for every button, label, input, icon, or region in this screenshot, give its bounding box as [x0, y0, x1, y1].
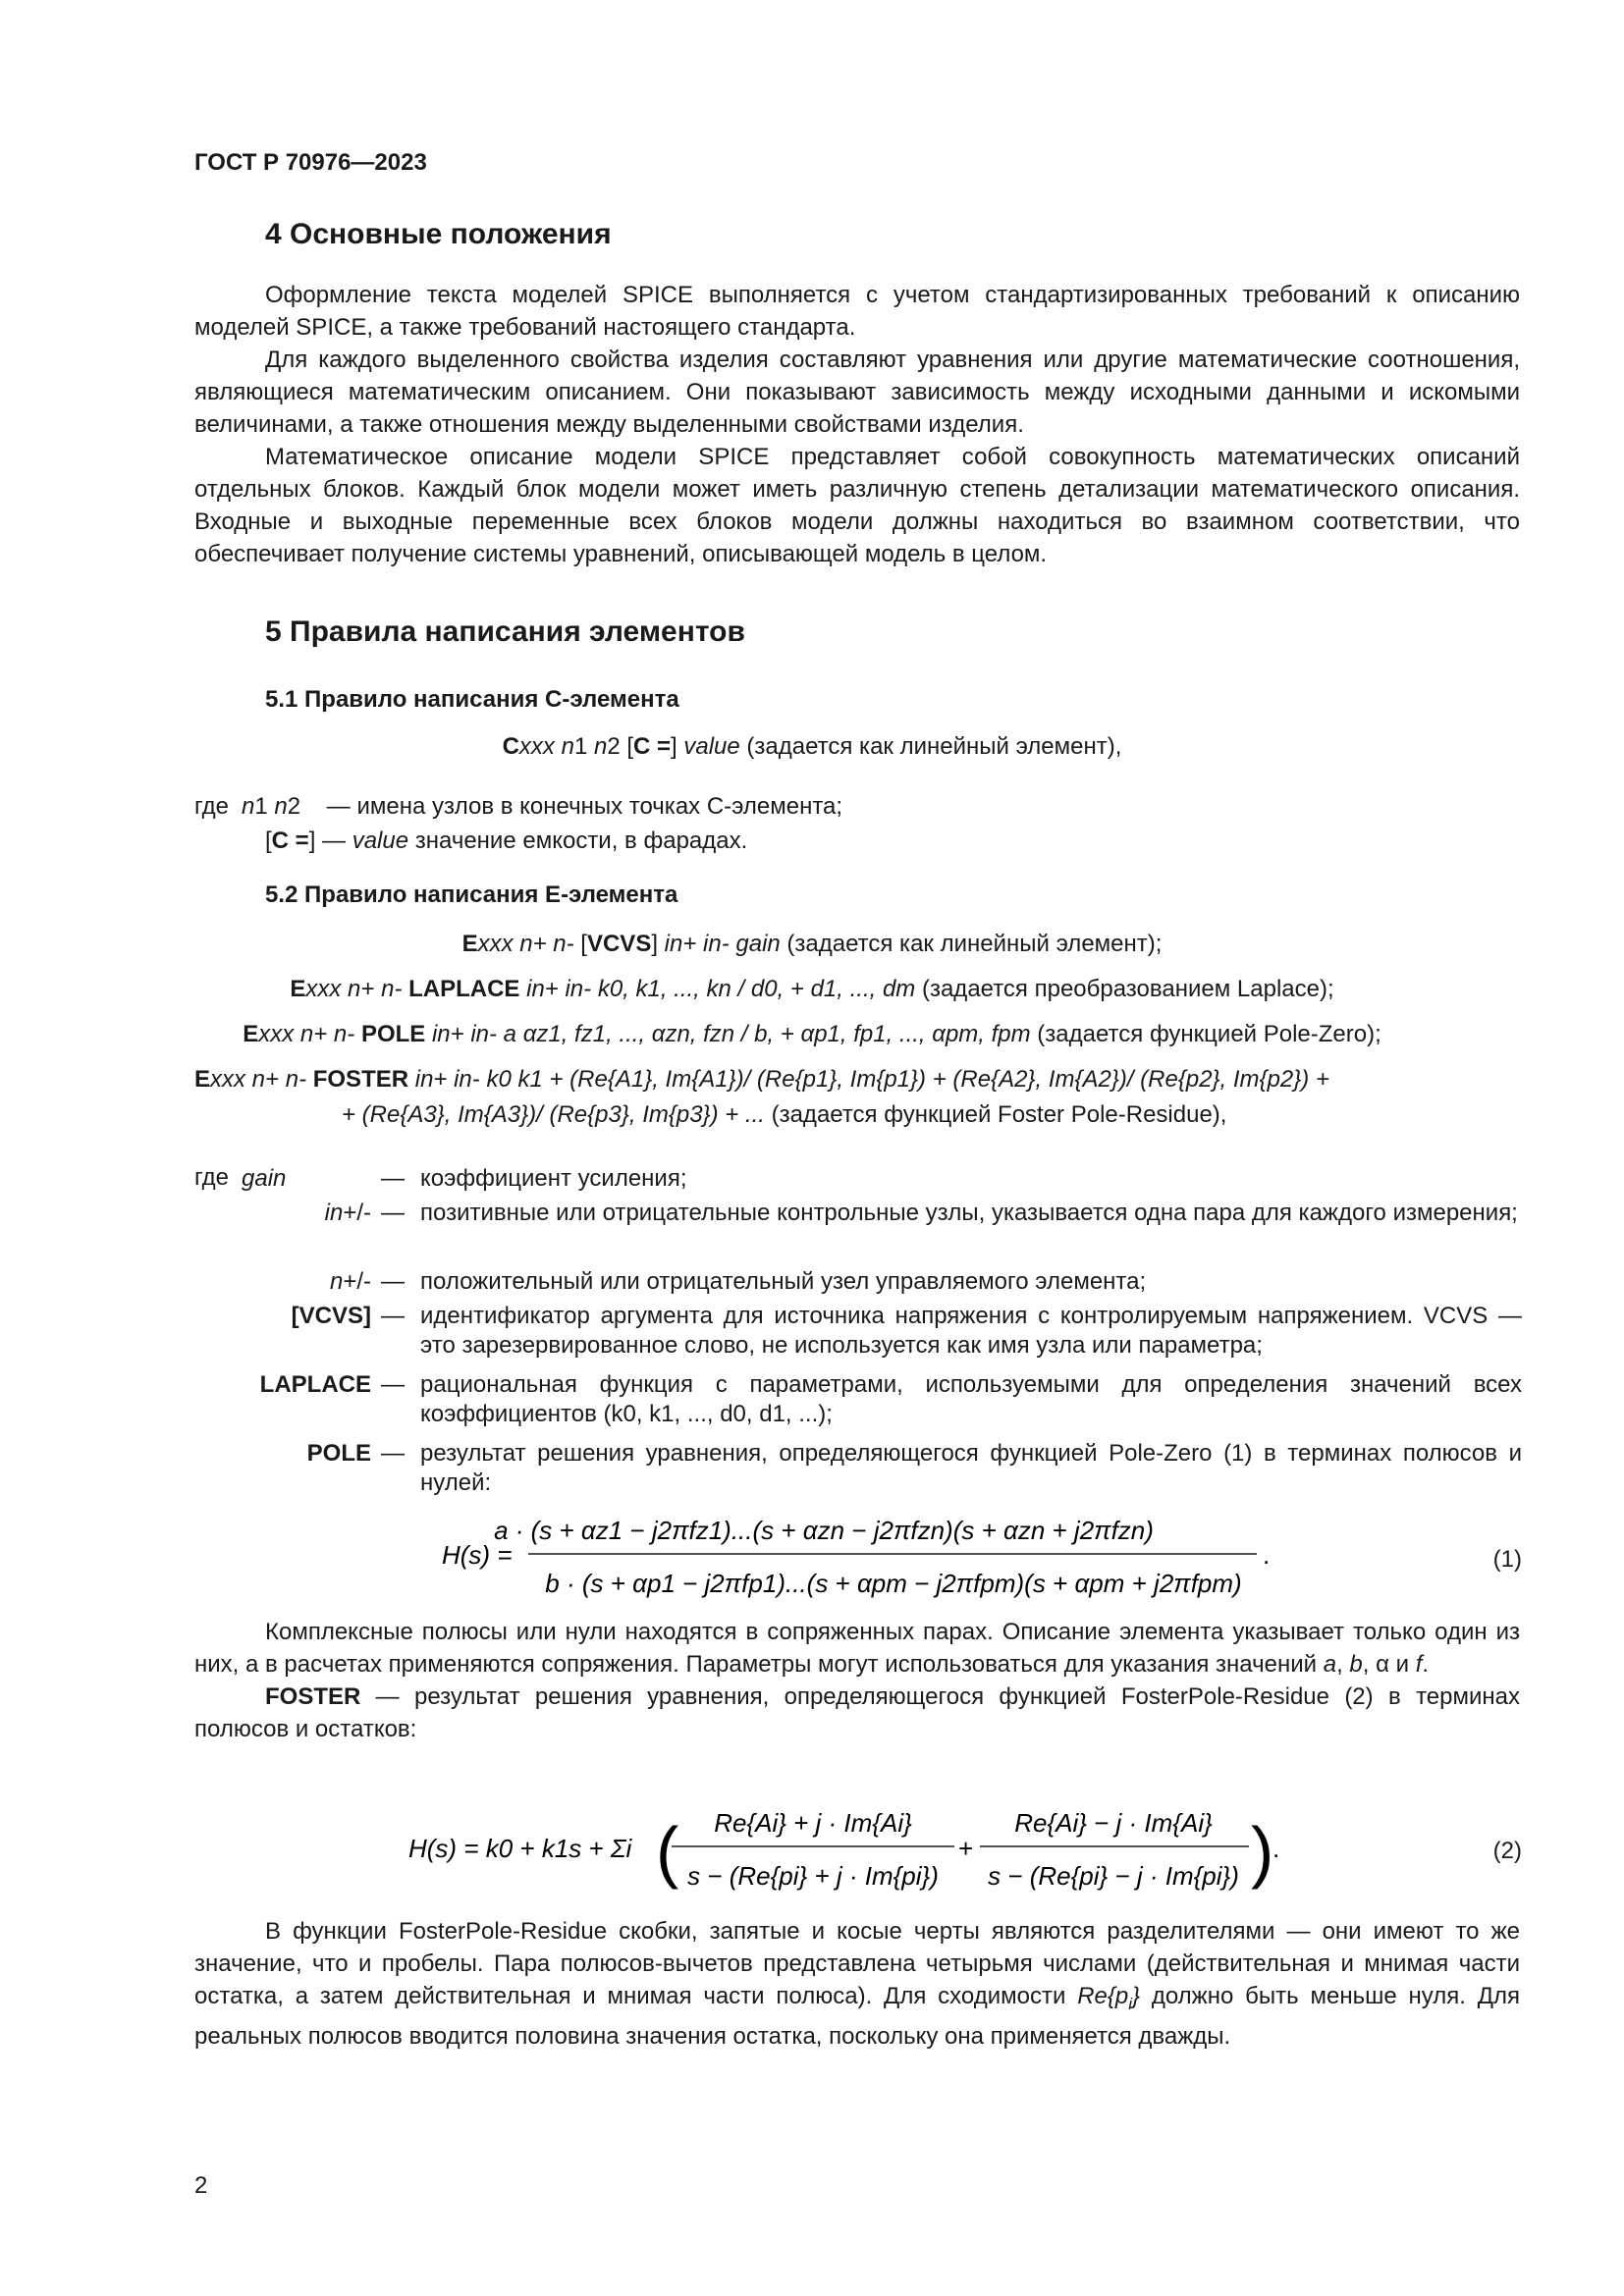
definition-vcvs: [VCVS] — идентификатор аргумента для источника напряжения с контролируемым напряжением. VCVS — это зарезервированное слово, не используется как имя узла или параметра; — [291, 1303, 1522, 1359]
equation-1-number: (1) — [1492, 1546, 1522, 1573]
equation-1-numerator: a · (s + αz1 − j2πfz1)...(s + αzn − j2πfzn)(s + αzn + j2πfzn) — [494, 1516, 1154, 1545]
fraction-2-denominator: s − (Re{pi} − j · Im{pi}) — [988, 1861, 1239, 1891]
document-code: ГОСТ Р 70976—2023 — [194, 149, 427, 176]
e-element-syntax-pole: Exxx n+ n- POLE in+ in- a αz1, fz1, ..., αzn, fzn / b, + αp1, fp1, ..., αpm, fpm (задается функцией Pole-Zero); — [243, 1021, 1381, 1047]
subsection-5-2-title: 5.2 Правило написания Е-элемента — [265, 881, 678, 908]
equation-2 — [194, 1792, 1522, 1900]
equation-2-formula — [194, 1792, 1522, 1900]
period: . — [1272, 1834, 1280, 1863]
complex-poles-paragraph: Комплексные полюсы или нули находятся в сопряженных парах. Описание элемента указывает только один из них, а в расчетах применяются сопряжения. Параметры могут использоваться для указания значений a, b, α и f. FOSTER — результат решения уравнения, определяющегося функцией FosterPole-Residue (2) в терминах полюсов и остатков: — [194, 1616, 1520, 1745]
section-5-title: 5 Правила написания элементов — [265, 615, 745, 648]
page-number: 2 — [194, 2172, 208, 2199]
definition-pole: POLE — результат решения уравнения, определяющегося функцией Pole-Zero (1) в терминах полюсов и нулей: — [306, 1440, 1522, 1496]
period: . — [1263, 1540, 1271, 1570]
equation-1 — [194, 1507, 1522, 1605]
definition-laplace: LAPLACE — рациональная функция с параметрами, используемыми для определения значений всех коэффициентов (k0, k1, ..., d0, d1, ...); — [259, 1371, 1522, 1427]
fraction-2-numerator: Re{Ai} − j · Im{Ai} — [1014, 1808, 1213, 1838]
definition-n1-n2: n1 n2 — имена узлов в конечных точках С-элемента; — [242, 793, 843, 820]
where-label: где — [194, 1164, 230, 1191]
equation-2-number: (2) — [1492, 1838, 1522, 1864]
final-paragraph: В функции FosterPole-Residue скобки, запятые и косые черты являются разделителями — они имеют то же значение, что и пробелы. Пара полюсов-вычетов представлена четырьмя числами (действительная и мнимая части остатка, а затем действительная и мнимая части полюса). Для сходимости $Re\{p_i\}$ должно быть меньше нуля. Для реальных полюсов вводится половина значения остатка, поскольку она применяется дважды. — [194, 1918, 1521, 2050]
c-element-syntax: Cxxx n1 n2 [C =] value (задается как линейный элемент), — [502, 733, 1122, 760]
left-paren: ( — [656, 1813, 679, 1890]
plus-sign: + — [958, 1834, 974, 1863]
fraction-1-numerator: Re{Ai} + j · Im{Ai} — [714, 1808, 912, 1838]
paragraph: Оформление текста моделей SPICE выполняется с учетом стандартизированных требований к описанию моделей SPICE, а также требований настоящего стандарта. — [194, 282, 1520, 341]
equation-1-lhs: H(s) = — [442, 1540, 513, 1570]
e-element-syntax-laplace: Exxx n+ n- LAPLACE in+ in- k0, k1, ..., kn / d0, + d1, ..., dm (задается преобразованием Laplace); — [290, 976, 1334, 1002]
subsection-5-1-title: 5.1 Правило написания С-элемента — [265, 686, 679, 713]
equation-1-formula — [194, 1507, 1522, 1605]
paragraph: Для каждого выделенного свойства изделия составляют уравнения или другие математические соотношения, являющиеся математическим описанием. Они показывают зависимость между исходными данными и искомыми величинами, а также отношения между выделенными свойствами изделия. — [194, 347, 1520, 438]
equation-1-denominator: b · (s + αp1 − j2πfp1)...(s + αpm − j2πfpm)(s + αpm + j2πfpm) — [545, 1569, 1242, 1598]
section-4-body — [194, 279, 1520, 570]
document-page: ГОСТ Р 70976—2023 4 Основные положения Оформление текста моделей SPICE выполняется с учетом стандартизированных требований к описанию моделей SPICE, а также требований настоящего стандарта. Для каждого выделенного свойства изделия составляют уравнения или другие математические соотношения, являющиеся математическим описанием. Они показывают зависимость между исходными данными и искомыми величинами, а также отношения между выделенными свойствами изделия. Математическое описание модели SPICE представляет собой совокупность математических описаний отдельных блоков. Каждый блок модели может иметь различную степень детализации математического описания. Входные и выходные переменные всех блоков модели должны находиться во взаимном соответствии, что обеспечивает получение системы уравнений, описывающей модель в целом. 5 Правила написания элементов 5.1 Правило написания С-элемента Cxxx n1 n2 [C =] value (задается как линейный элемент), где n1 n2 — имена узлов в конечных точках С-элемента; [C =] — value значение емкости, в фарадах. 5.2 Правило написания Е-элемента Exxx n+ n- [VCVS] in+ in- gain (задается как линейный элемент); Exxx n+ n- LAPLACE in+ in- k0, k1, ..., kn / d0, + d1, ..., dm (задается преобразованием Laplace); Exxx n+ n- POLE in+ in- a αz1, fz1, ..., αzn, fzn / b, + αp1, fp1, ..., αpm, fpm (задается функцией Pole-Zero); Exxx n+ n- FOSTER in+ in- k0 k1 + (Re{A1}, Im{A1})/ (Re{p1}, Im{p1}) + (Re{A2}, Im{A2})/ (Re{p2}, Im{p2}) + + (Re{A3}, Im{A3})/ (Re{p3}, Im{p3}) + ... (задается функцией Foster Pole-Residue), где gain — коэффициент усиления; in+/- — позитивные или отрицательные контрольные узлы, указывается одна пара для каждого измерения; n+/- — положительный или отрицательный узел управляемого элемента; [VCVS] — идентификатор аргумента для источника напряжения с контролируемым напряжением. VCVS — это зарезервированное слово, не используется как имя узла или параметра; LAPLACE — рациональная функция с параметрами, используемыми для определения значений всех коэффициентов (k0, k1, ..., d0, d1, ...); POLE — результат решения уравнения, определяющегося функцией Pole-Zero (1) в терминах полюсов и нулей: H(s) = a · (s + αz1 − j2πfz1)...(s + αzn − j2πfzn)(s + αzn + j2πfzn) b · (s + αp1 − j2πfp1)...(s + αpm − j2πfpm)(s + αpm + j2πfpm) . (1) Комплексные полюсы или нули находятся в сопряженных парах. Описание элемента указывает только один из них, а в расчетах применяются сопряжения. Параметры могут использоваться для указания значений a, b, α и f. FOSTER — результат решения уравнения, определяющегося функцией FosterPole-Residue (2) в терминах полюсов и остатков: H(s) = k0 + k1s + Σi ( Re{Ai} + j · Im{Ai} s − (Re{pi} + j · Im{pi}) + Re{Ai} − j · Im{Ai} s − (Re{pi} − j · Im{pi}) ) . (2) В функции FosterPole-Residue скобки, запятые и косые черты являются разделителями — они имеют то же значение, что и пробелы. Пара полюсов-вычетов представлена четырьмя числами (действительная и мнимая части остатка, а затем действительная и мнимая части полюса). Для сходимости $Re\{p_i\}$ должно быть меньше нуля. Для реальных полюсов вводится половина значения остатка, поскольку она применяется дважды. 2 — [0, 0, 1624, 2296]
definition-in: in+/- — позитивные или отрицательные контрольные узлы, указывается одна пара для каждого измерения; — [324, 1200, 1518, 1226]
paragraph: Математическое описание модели SPICE представляет собой совокупность математических описаний отдельных блоков. Каждый блок модели может иметь различную степень детализации математического описания. Входные и выходные переменные всех блоков модели должны находиться во взаимном соответствии, что обеспечивает получение системы уравнений, описывающей модель в целом. — [194, 444, 1520, 567]
foster-definition: FOSTER — результат решения уравнения, определяющегося функцией FosterPole-Residue (2) в терминах полюсов и остатков: — [194, 1683, 1520, 1742]
e-element-syntax-foster: Exxx n+ n- FOSTER in+ in- k0 k1 + (Re{A1}, Im{A1})/ (Re{p1}, Im{p1}) + (Re{A2}, Im{A2})/ (Re{p2}, Im{p2}) + — [194, 1066, 1329, 1093]
right-paren: ) — [1251, 1813, 1274, 1890]
e-element-syntax-foster-cont: + (Re{A3}, Im{A3})/ (Re{p3}, Im{p3}) + ... (задается функцией Foster Pole-Residue), — [342, 1101, 1227, 1128]
section-4-title: 4 Основные положения — [265, 218, 612, 250]
e-element-syntax-linear: Exxx n+ n- [VCVS] in+ in- gain (задается как линейный элемент); — [461, 931, 1163, 957]
fraction-1-denominator: s − (Re{pi} + j · Im{pi}) — [687, 1861, 939, 1891]
definition-c: [C =] — value значение емкости, в фарадах. — [265, 828, 748, 854]
where-label: где — [194, 793, 230, 820]
equation-2-lhs: H(s) = k0 + k1s + Σi — [408, 1834, 632, 1863]
